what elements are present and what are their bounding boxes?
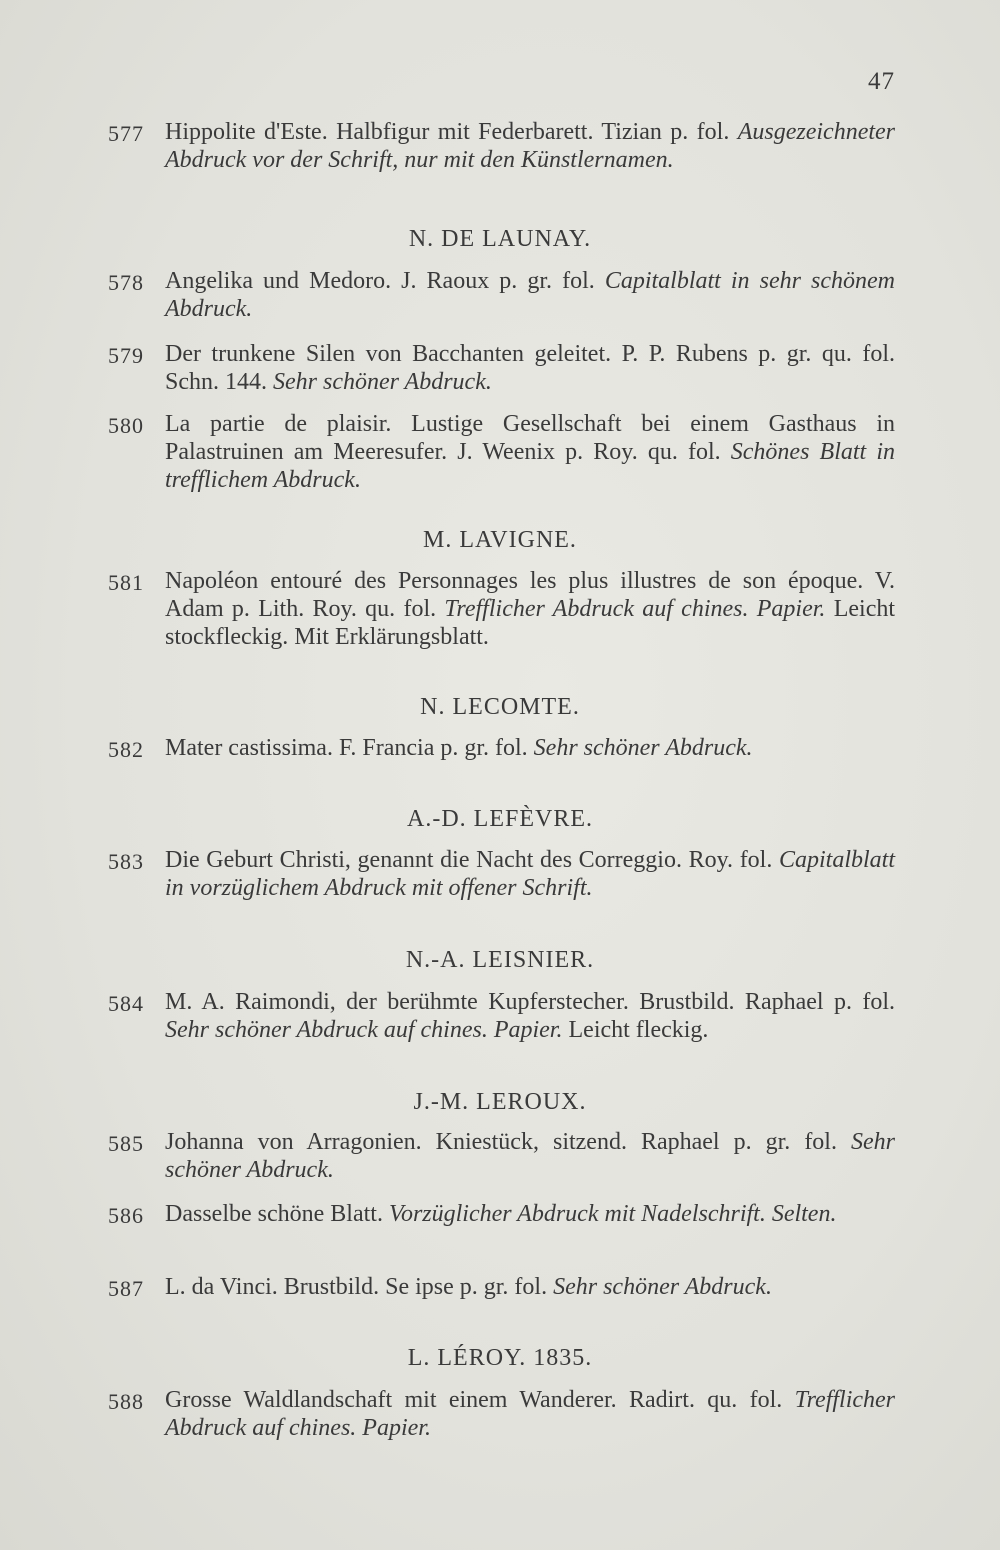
entry-description: La partie de plaisir. Lustige Gesellschaft bei einem Gasthaus in Palastruinen am Meeresufer. J. Weenix p. Roy. qu. fol. bbox=[165, 411, 895, 465]
entry-description: L. da Vinci. Brustbild. Se ipse p. gr. fol. bbox=[165, 1274, 548, 1300]
entry-description: Der trunkene Silen von Bacchanten geleitet. P. P. Rubens p. gr. qu. fol. Schn. 144. bbox=[165, 341, 895, 395]
entry-condition: Sehr schöner Abdruck. bbox=[533, 735, 753, 761]
entry-description: Angelika und Medoro. J. Raoux p. gr. fol. bbox=[165, 268, 595, 294]
entry-text bbox=[165, 567, 895, 651]
artist-heading: M. LAVIGNE. bbox=[423, 527, 577, 553]
artist-heading: N.-A. LEISNIER. bbox=[405, 947, 595, 973]
entry-text bbox=[165, 1128, 895, 1184]
entry-condition: Ausgezeichneter Abdruck vor der Schrift, nur mit den Künstlernamen. bbox=[165, 119, 896, 173]
entry-description: Napoléon entouré des Personnages les plus illustres de son époque. V. Adam p. Lith. Roy. qu. fol. bbox=[165, 568, 895, 622]
entry-text bbox=[165, 340, 895, 396]
entry-text bbox=[165, 118, 895, 174]
entry-number: 583 bbox=[108, 849, 144, 874]
entry-condition: Sehr schöner Abdruck. bbox=[553, 1274, 772, 1300]
entry-description: Hippolite d'Este. Halbfigur mit Federbarett. Tizian p. fol. bbox=[165, 119, 730, 145]
entry-number: 577 bbox=[108, 121, 144, 146]
entry-condition: Sehr schöner Abdruck. bbox=[273, 369, 492, 395]
entry-number: 584 bbox=[108, 991, 144, 1016]
entry-text bbox=[165, 734, 895, 762]
entry-note: Leicht stockfleckig. Mit Erklärungsblatt. bbox=[165, 596, 896, 650]
entry-condition: Capitalblatt in sehr schönem Abdruck. bbox=[165, 268, 895, 322]
entry-description: Grosse Waldlandschaft mit einem Wanderer. Radirt. qu. fol. bbox=[165, 1387, 783, 1413]
entry-condition: Sehr schöner Abdruck. bbox=[165, 1129, 895, 1183]
entry-description: Dasselbe schöne Blatt. bbox=[165, 1201, 383, 1227]
entry-number: 579 bbox=[108, 343, 144, 368]
entry-number: 585 bbox=[108, 1131, 144, 1156]
entry-number: 588 bbox=[108, 1389, 144, 1414]
entry-condition: Capitalblatt in vorzüglichem Abdruck mit offener Schrift. bbox=[165, 847, 896, 901]
artist-heading: A.-D. LEFÈVRE. bbox=[407, 806, 593, 832]
entry-condition: Vorzüglicher Abdruck mit Nadelschrift. Selten. bbox=[388, 1201, 837, 1227]
artist-heading: J.-M. LEROUX. bbox=[413, 1089, 587, 1115]
entry-description: Johanna von Arragonien. Kniestück, sitzend. Raphael p. gr. fol. bbox=[165, 1129, 837, 1155]
entry-condition: Trefflicher Abdruck auf chines. Papier. bbox=[444, 596, 826, 622]
entry-note: Leicht fleckig. bbox=[568, 1017, 709, 1043]
entry-number: 578 bbox=[108, 270, 144, 295]
entry-text bbox=[165, 1386, 895, 1442]
entry-text bbox=[165, 267, 895, 323]
entry-number: 586 bbox=[108, 1203, 144, 1228]
entry-condition: Trefflicher Abdruck auf chines. Papier. bbox=[165, 1387, 896, 1441]
entry-text bbox=[165, 988, 895, 1044]
entry-description: Die Geburt Christi, genannt die Nacht des Correggio. Roy. fol. bbox=[165, 847, 773, 873]
entry-number: 581 bbox=[108, 570, 144, 595]
entry-text bbox=[165, 1273, 895, 1301]
entry-condition: Schönes Blatt in trefflichem Abdruck. bbox=[165, 439, 896, 493]
entry-condition: Sehr schöner Abdruck auf chines. Papier. bbox=[165, 1017, 563, 1043]
page-number: 47 bbox=[868, 68, 895, 95]
artist-heading: N. DE LAUNAY. bbox=[408, 226, 592, 252]
artist-heading: N. LECOMTE. bbox=[420, 694, 580, 720]
entry-number: 587 bbox=[108, 1276, 144, 1301]
entry-number: 582 bbox=[108, 737, 144, 762]
entry-number: 580 bbox=[108, 413, 144, 438]
entry-description: Mater castissima. F. Francia p. gr. fol. bbox=[165, 735, 528, 761]
entry-text bbox=[165, 846, 895, 902]
entry-text bbox=[165, 410, 895, 494]
artist-heading: L. LÉROY. 1835. bbox=[407, 1345, 593, 1371]
entry-description: M. A. Raimondi, der berühmte Kupferstecher. Brustbild. Raphael p. fol. bbox=[165, 989, 895, 1015]
entry-text bbox=[165, 1200, 895, 1228]
